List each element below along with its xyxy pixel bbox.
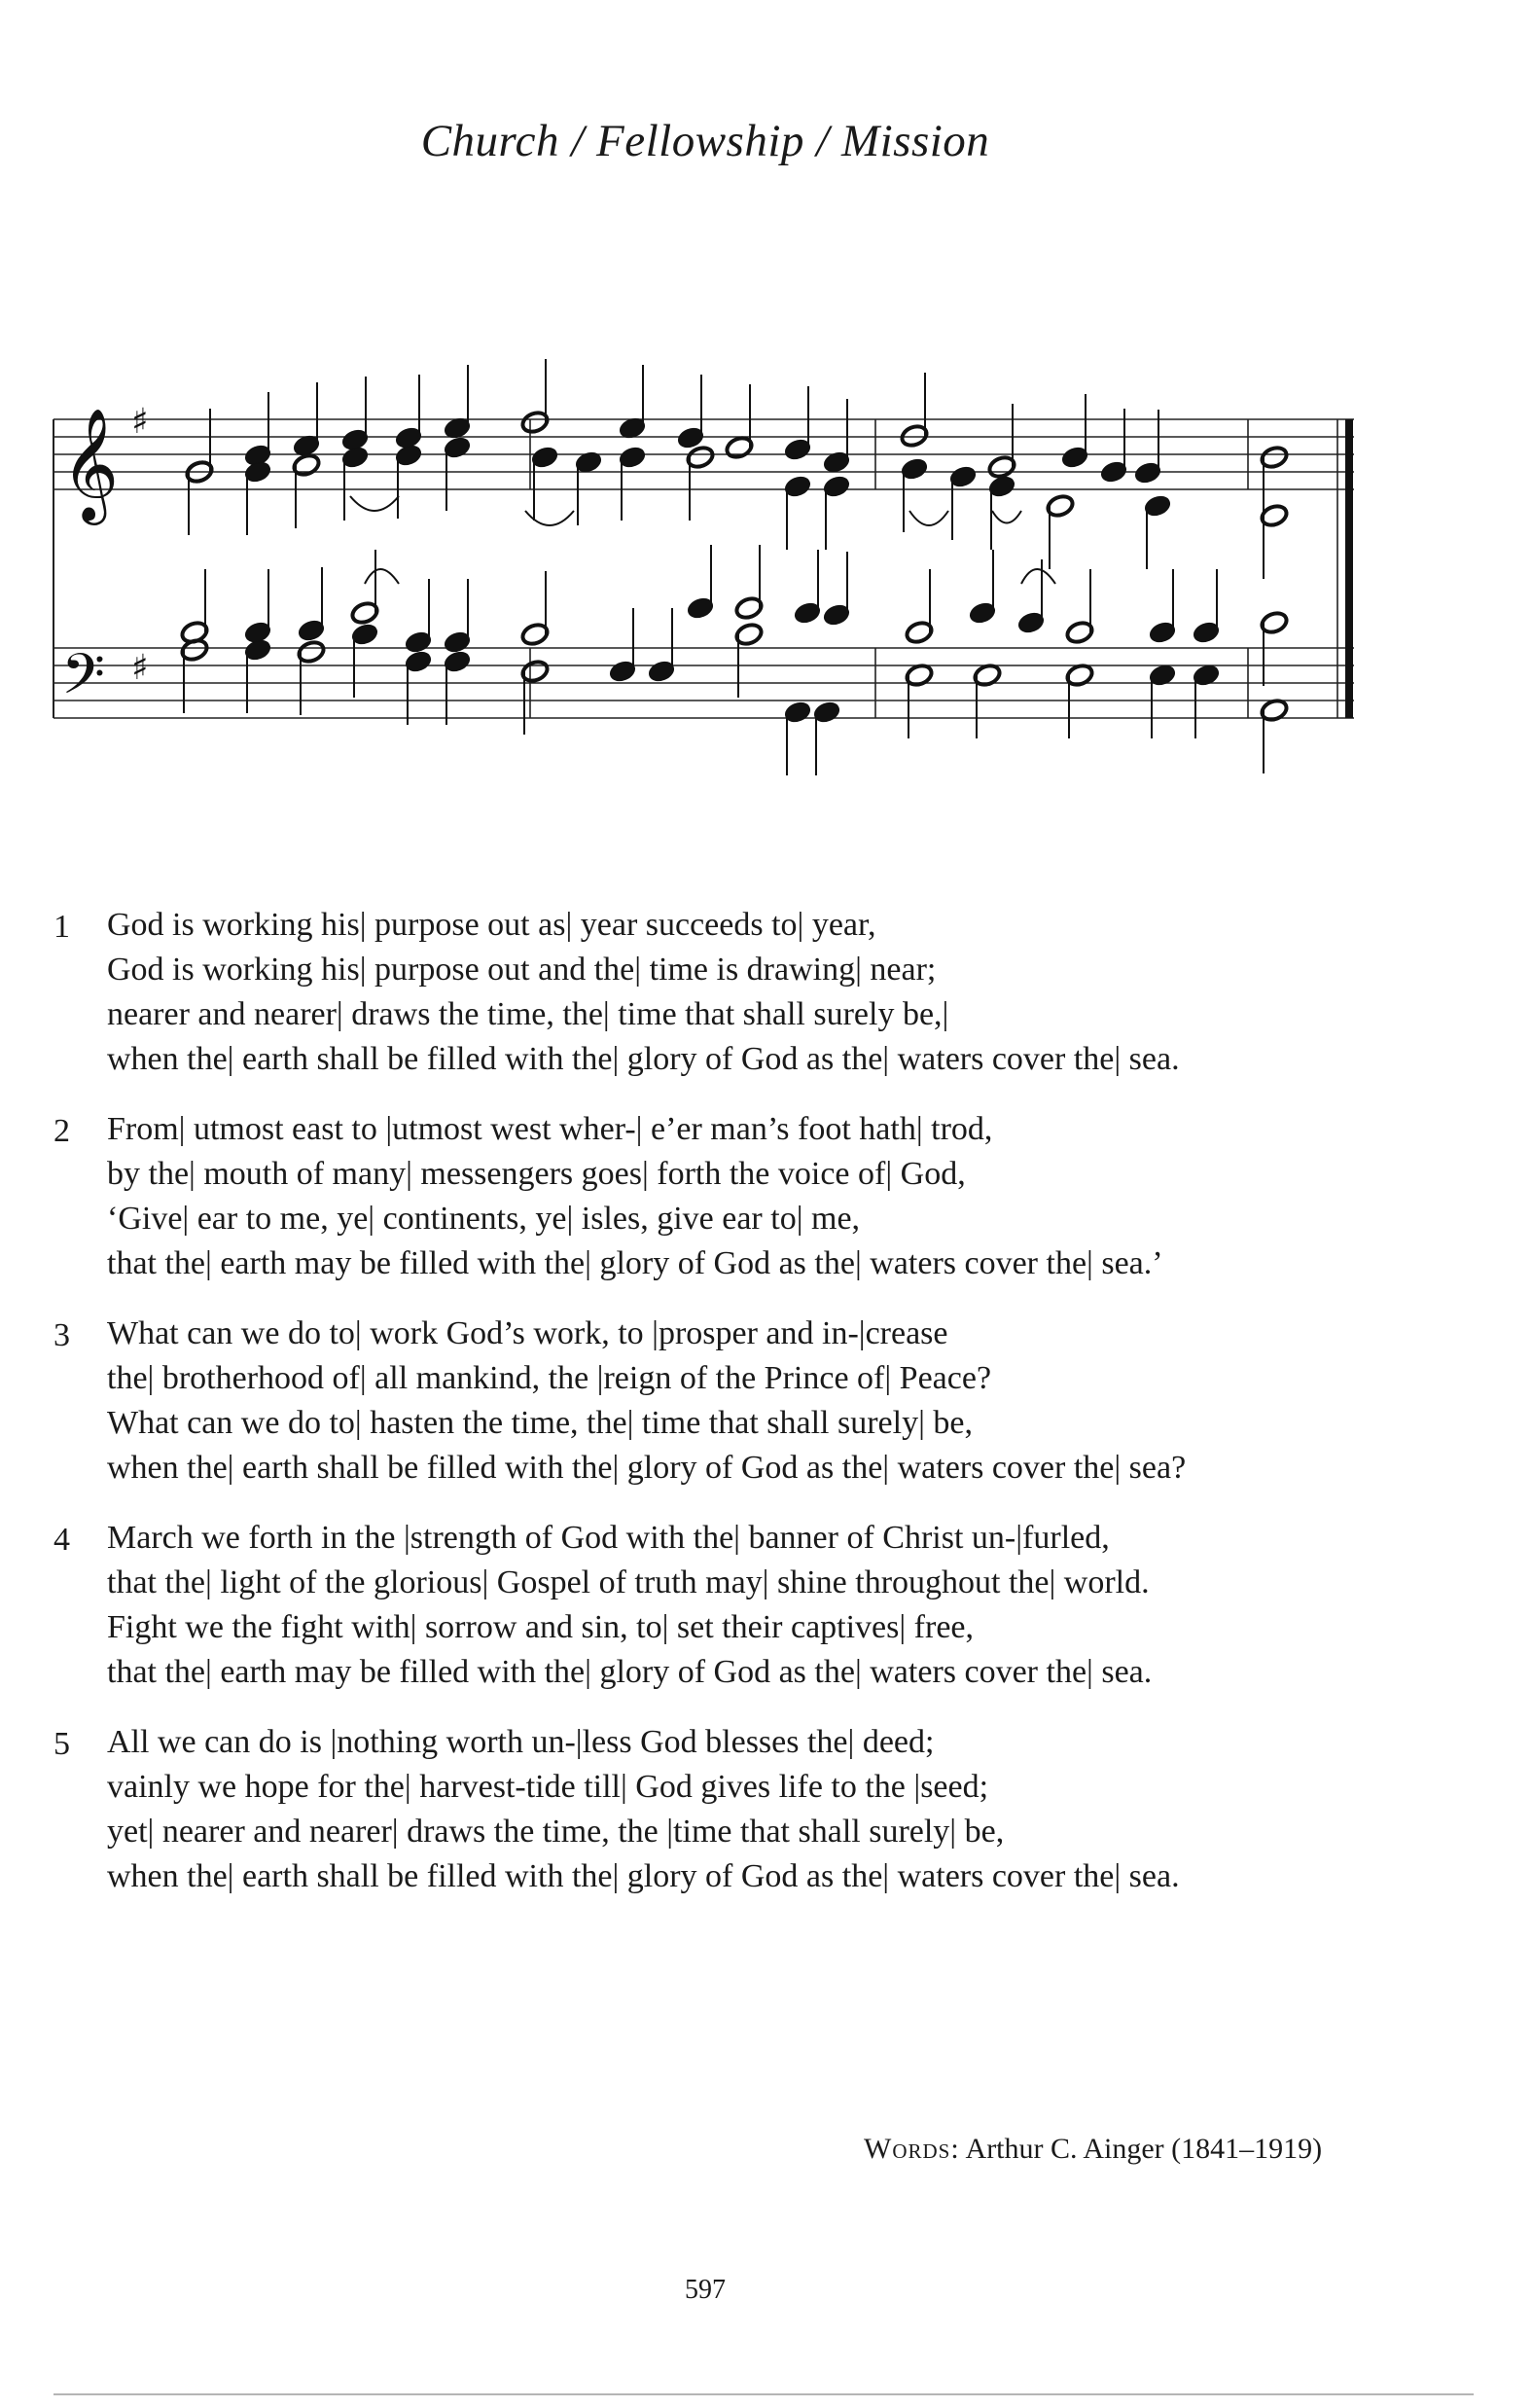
verse-line: when the| earth shall be filled with the| glory of God as the| waters cover the| sea.	[107, 1858, 1180, 1894]
verse-line: nearer and nearer| draws the time, the| time that shall surely be,|	[107, 996, 949, 1032]
verse-line: yet| nearer and nearer| draws the time, the |time that shall surely| be,	[107, 1814, 1005, 1850]
words-credit	[864, 2133, 1322, 2166]
verse-line: Fight we the fight with| sorrow and sin, to| set their captives| free,	[107, 1609, 975, 1645]
verse-line: All we can do is |nothing worth un-|less God blesses the| deed;	[107, 1724, 935, 1760]
treble-clef-icon: 𝄞	[61, 407, 120, 521]
treble-tie	[909, 511, 948, 525]
verse-line: From| utmost east to |utmost west wher-| e’er man’s foot hath| trod,	[107, 1111, 993, 1147]
verse-line: vainly we hope for the| harvest-tide till| God gives life to the |seed;	[107, 1769, 989, 1805]
footer-rule	[53, 2393, 1474, 2395]
final-barline-thick	[1345, 419, 1353, 718]
key-signature-sharp-icon: ♯	[131, 402, 149, 442]
verse-line: March we forth in the |strength of God with the| banner of Christ un-|furled,	[107, 1520, 1110, 1556]
verse-line: that the| light of the glorious| Gospel of truth may| shine throughout the| world.	[107, 1564, 1150, 1600]
verse-line: What can we do to| work God’s work, to |prosper and in-|crease	[107, 1315, 948, 1351]
verse-line: when the| earth shall be filled with the| glory of God as the| waters cover the| sea?	[107, 1450, 1187, 1486]
verse-line: ‘Give| ear to me, ye| continents, ye| isles, give ear to| me,	[107, 1201, 861, 1237]
treble-tie	[992, 511, 1021, 523]
page-number: 597	[685, 2275, 726, 2305]
verse-line: that the| earth may be filled with the| glory of God as the| waters cover the| sea.’	[107, 1245, 1163, 1281]
verse-line: God is working his| purpose out and the| time is drawing| near;	[107, 952, 937, 988]
bass-tie	[1021, 569, 1055, 584]
verse-line: when the| earth shall be filled with the| glory of God as the| waters cover the| sea.	[107, 1041, 1180, 1077]
verse-number: 5	[53, 1726, 70, 1762]
key-signature-sharp-icon: ♯	[131, 648, 149, 688]
verse-line: by the| mouth of many| messengers goes| forth the voice of| God,	[107, 1156, 966, 1192]
credit-author: Arthur C. Ainger (1841–1919)	[965, 2133, 1323, 2165]
verse-number: 2	[53, 1113, 70, 1149]
bass-clef-icon: 𝄢	[61, 641, 106, 721]
verse-number: 1	[53, 909, 70, 945]
credit-label: Words:	[864, 2133, 960, 2165]
treble-tie	[350, 496, 399, 511]
chant-score	[0, 0, 1532, 778]
treble-tie	[525, 511, 574, 525]
bass-tie	[365, 569, 399, 584]
verse-line: that the| earth may be filled with the| glory of God as the| waters cover the| sea.	[107, 1654, 1153, 1690]
verse-line: What can we do to| hasten the time, the| time that shall surely| be,	[107, 1405, 973, 1441]
verse-line: God is working his| purpose out as| year succeeds to| year,	[107, 907, 876, 943]
section-title: Church / Fellowship / Mission	[420, 116, 990, 166]
verse-number: 4	[53, 1522, 70, 1558]
verse-number: 3	[53, 1317, 70, 1353]
verse-line: the| brotherhood of| all mankind, the |reign of the Prince of| Peace?	[107, 1360, 992, 1396]
